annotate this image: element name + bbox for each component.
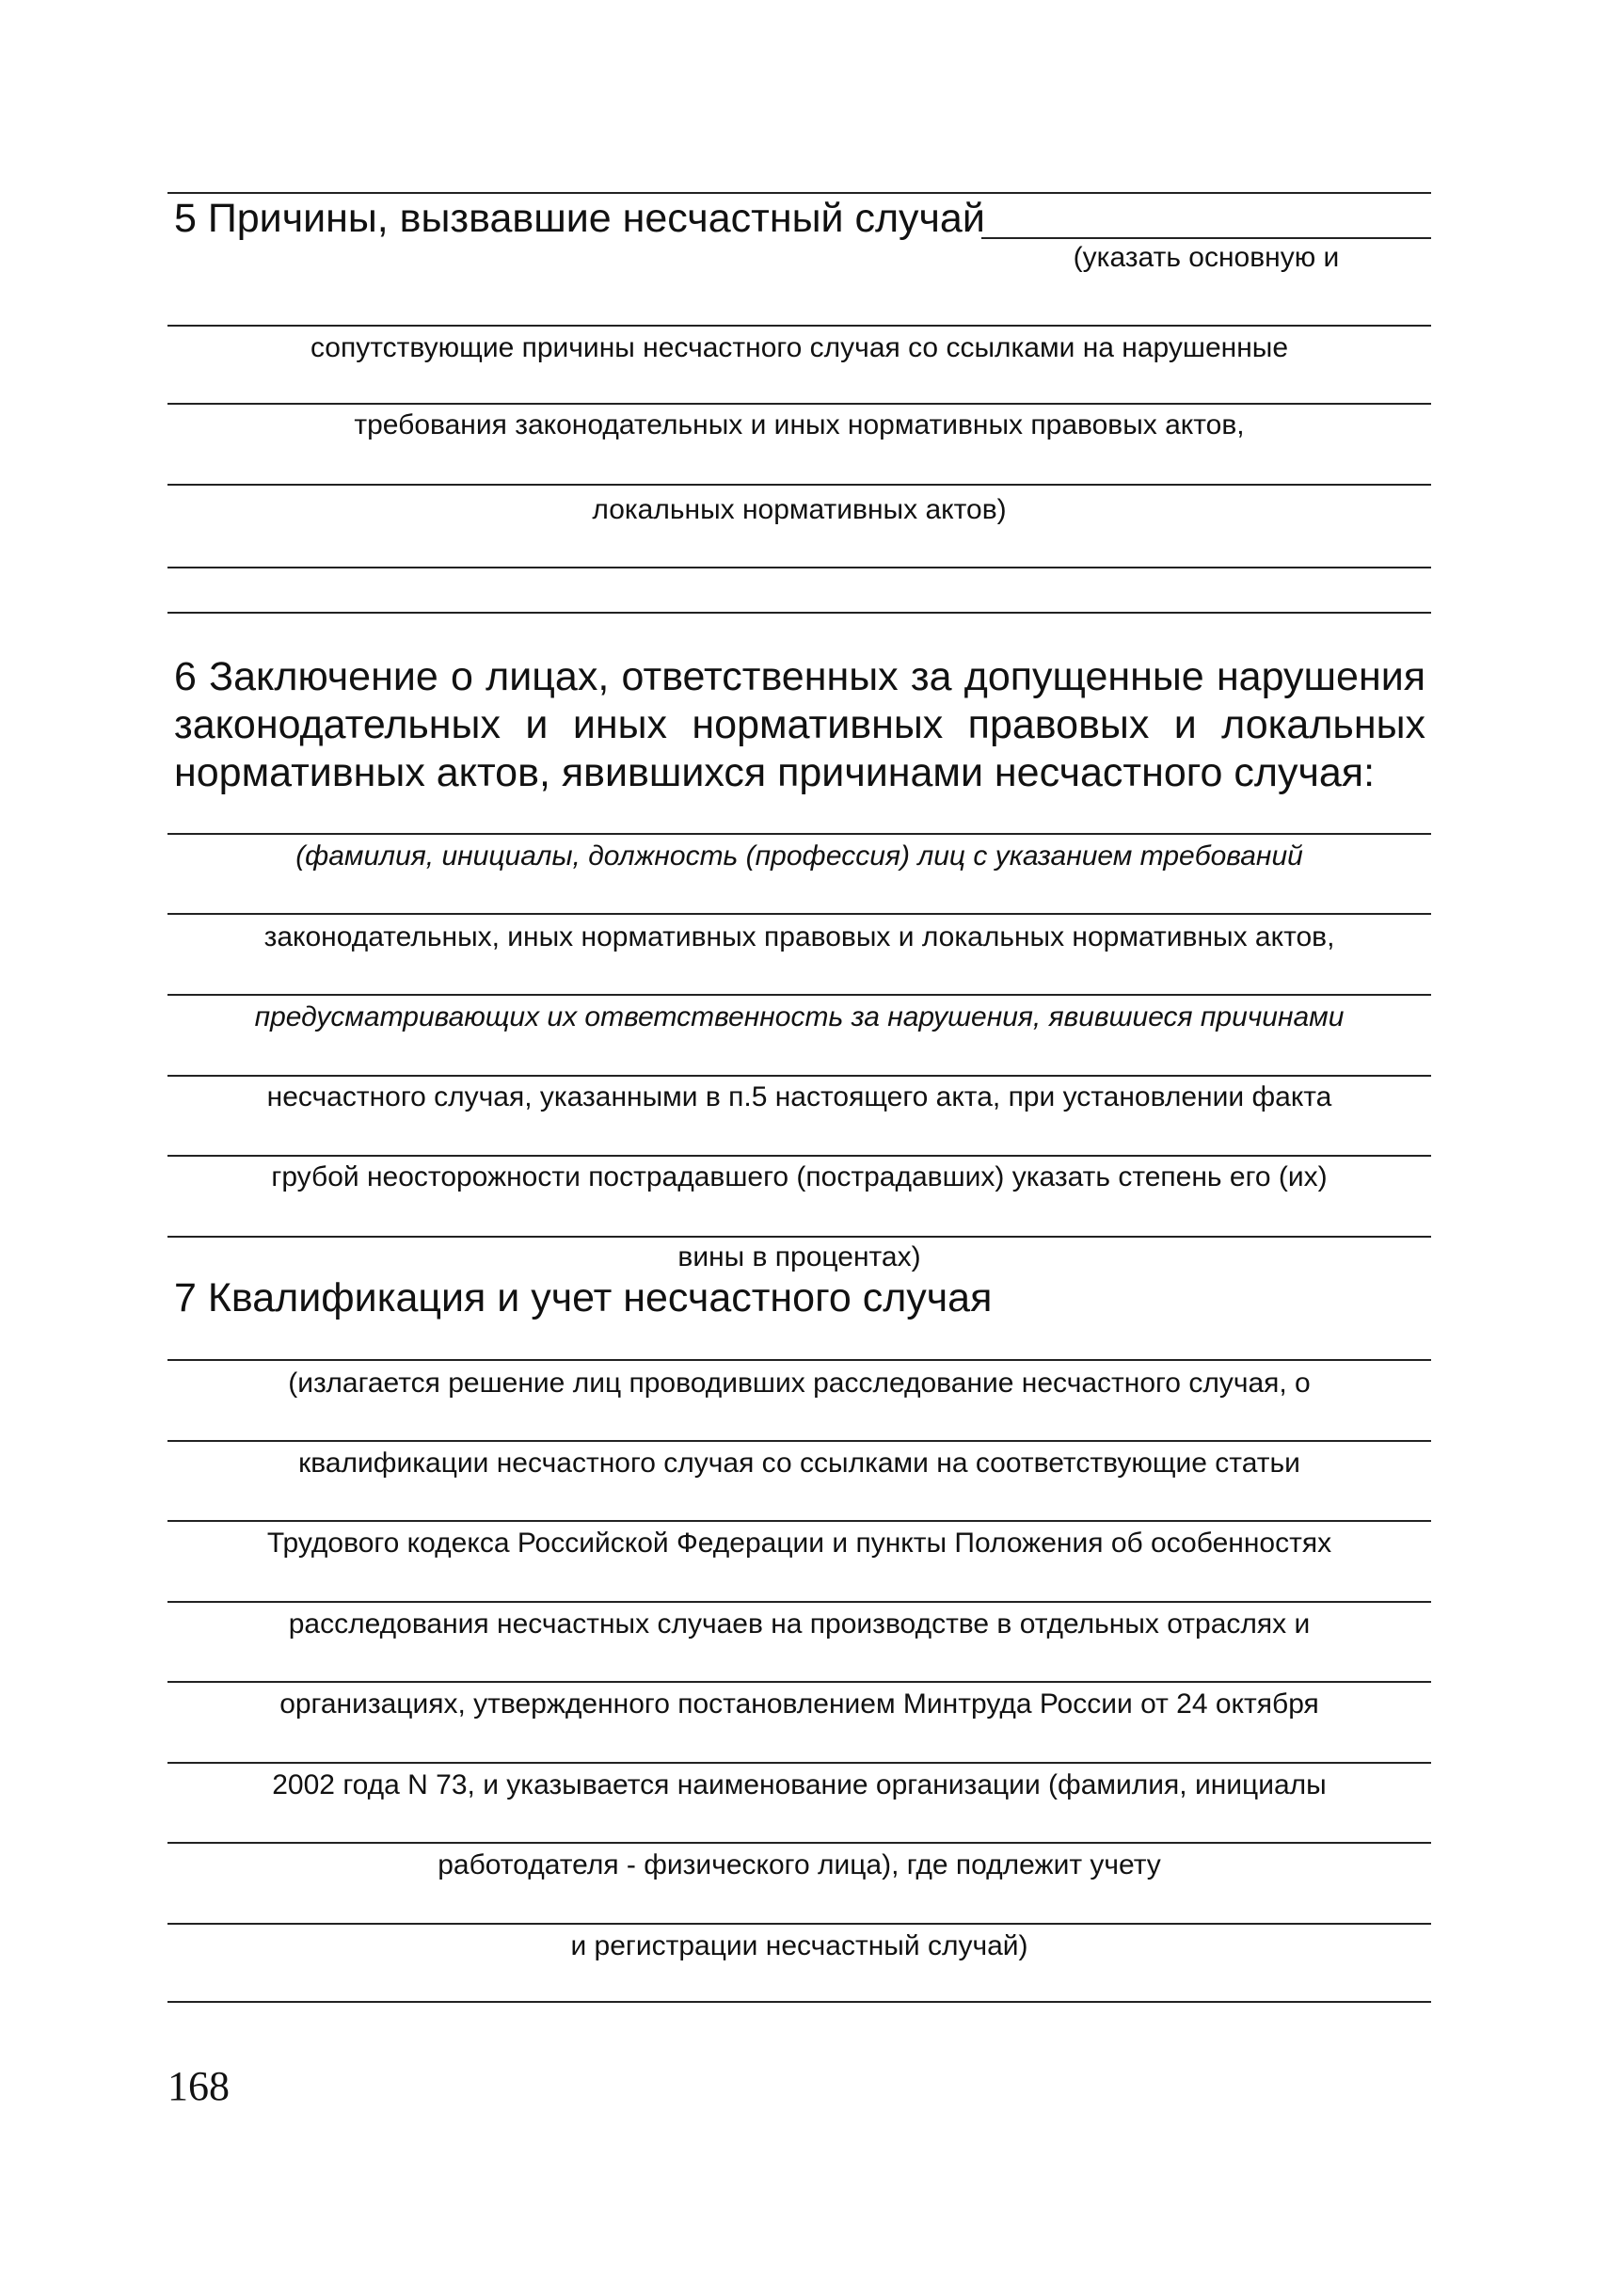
- section-6-caption: вины в процентах): [677, 1241, 921, 1272]
- blank-line: [167, 833, 1431, 835]
- blank-line: [167, 1520, 1431, 1522]
- section-7-caption: (излагается решение лиц проводивших расследование несчастного случая, о: [288, 1368, 1311, 1399]
- page-number: 168: [167, 2063, 230, 2109]
- section-5-caption: сопутствующие причины несчастного случая со ссылками на нарушенные: [310, 332, 1289, 363]
- blank-line: [167, 2001, 1431, 2003]
- section-7-caption: квалификации несчастного случая со ссылками на соответствующие статьи: [298, 1448, 1300, 1479]
- section-5-heading: 5 Причины, вызвавшие несчастный случай: [174, 196, 985, 241]
- blank-line: [167, 1842, 1431, 1844]
- blank-line: [167, 403, 1431, 405]
- section-6-caption: законодательных, иных нормативных правовых и локальных нормативных актов,: [263, 921, 1335, 952]
- blank-line: [167, 1075, 1431, 1077]
- section-7-caption: 2002 года N 73, и указывается наименование организации (фамилия, инициалы: [272, 1769, 1327, 1800]
- blank-line: [167, 1440, 1431, 1442]
- blank-line: [167, 1359, 1431, 1361]
- blank-line: [167, 1236, 1431, 1238]
- blank-line: [981, 237, 1431, 239]
- blank-line: [167, 1601, 1431, 1603]
- blank-line: [167, 325, 1431, 327]
- blank-line: [167, 484, 1431, 486]
- section-6-caption: предусматривающих их ответственность за нарушения, явившиеся причинами: [254, 1001, 1345, 1032]
- blank-line: [167, 1762, 1431, 1764]
- section-6-caption: несчастного случая, указанными в п.5 настоящего акта, при установлении факта: [266, 1081, 1332, 1112]
- section-7-heading: 7 Квалификация и учет несчастного случая: [174, 1275, 993, 1320]
- section-7-caption: работодателя - физического лица), где подлежит учету: [438, 1849, 1161, 1880]
- section-6-heading: 6 Заключение о лицах, ответственных за допущенные нарушения законодательных и иных нормативных правовых и локальных нормативных актов, явившихся причинами несчастного случая:: [174, 654, 1425, 795]
- section-7-caption: организациях, утвержденного постановлением Минтруда России от 24 октября: [279, 1688, 1319, 1720]
- section-5-caption: локальных нормативных актов): [592, 494, 1007, 525]
- blank-line: [167, 1923, 1431, 1925]
- section-6-caption: грубой неосторожности пострадавшего (пострадавших) указать степень его (их): [271, 1161, 1328, 1192]
- blank-line: [167, 994, 1431, 996]
- section-7-caption: и регистрации несчастный случай): [570, 1930, 1028, 1961]
- blank-line: [167, 567, 1431, 568]
- blank-line: [167, 1681, 1431, 1683]
- blank-line: [167, 1155, 1431, 1157]
- blank-line: [167, 612, 1431, 614]
- section-6-caption: (фамилия, инициалы, должность (профессия) лиц с указанием требований: [295, 840, 1303, 872]
- section-5-caption: требования законодательных и иных нормативных правовых актов,: [354, 409, 1245, 440]
- section-7-caption: Трудового кодекса Российской Федерации и пункты Положения об особенностях: [266, 1528, 1332, 1559]
- section-5-caption: (указать основную и: [1073, 242, 1340, 273]
- section-7-caption: расследования несчастных случаев на производстве в отдельных отраслях и: [288, 1608, 1311, 1640]
- blank-line: [167, 913, 1431, 915]
